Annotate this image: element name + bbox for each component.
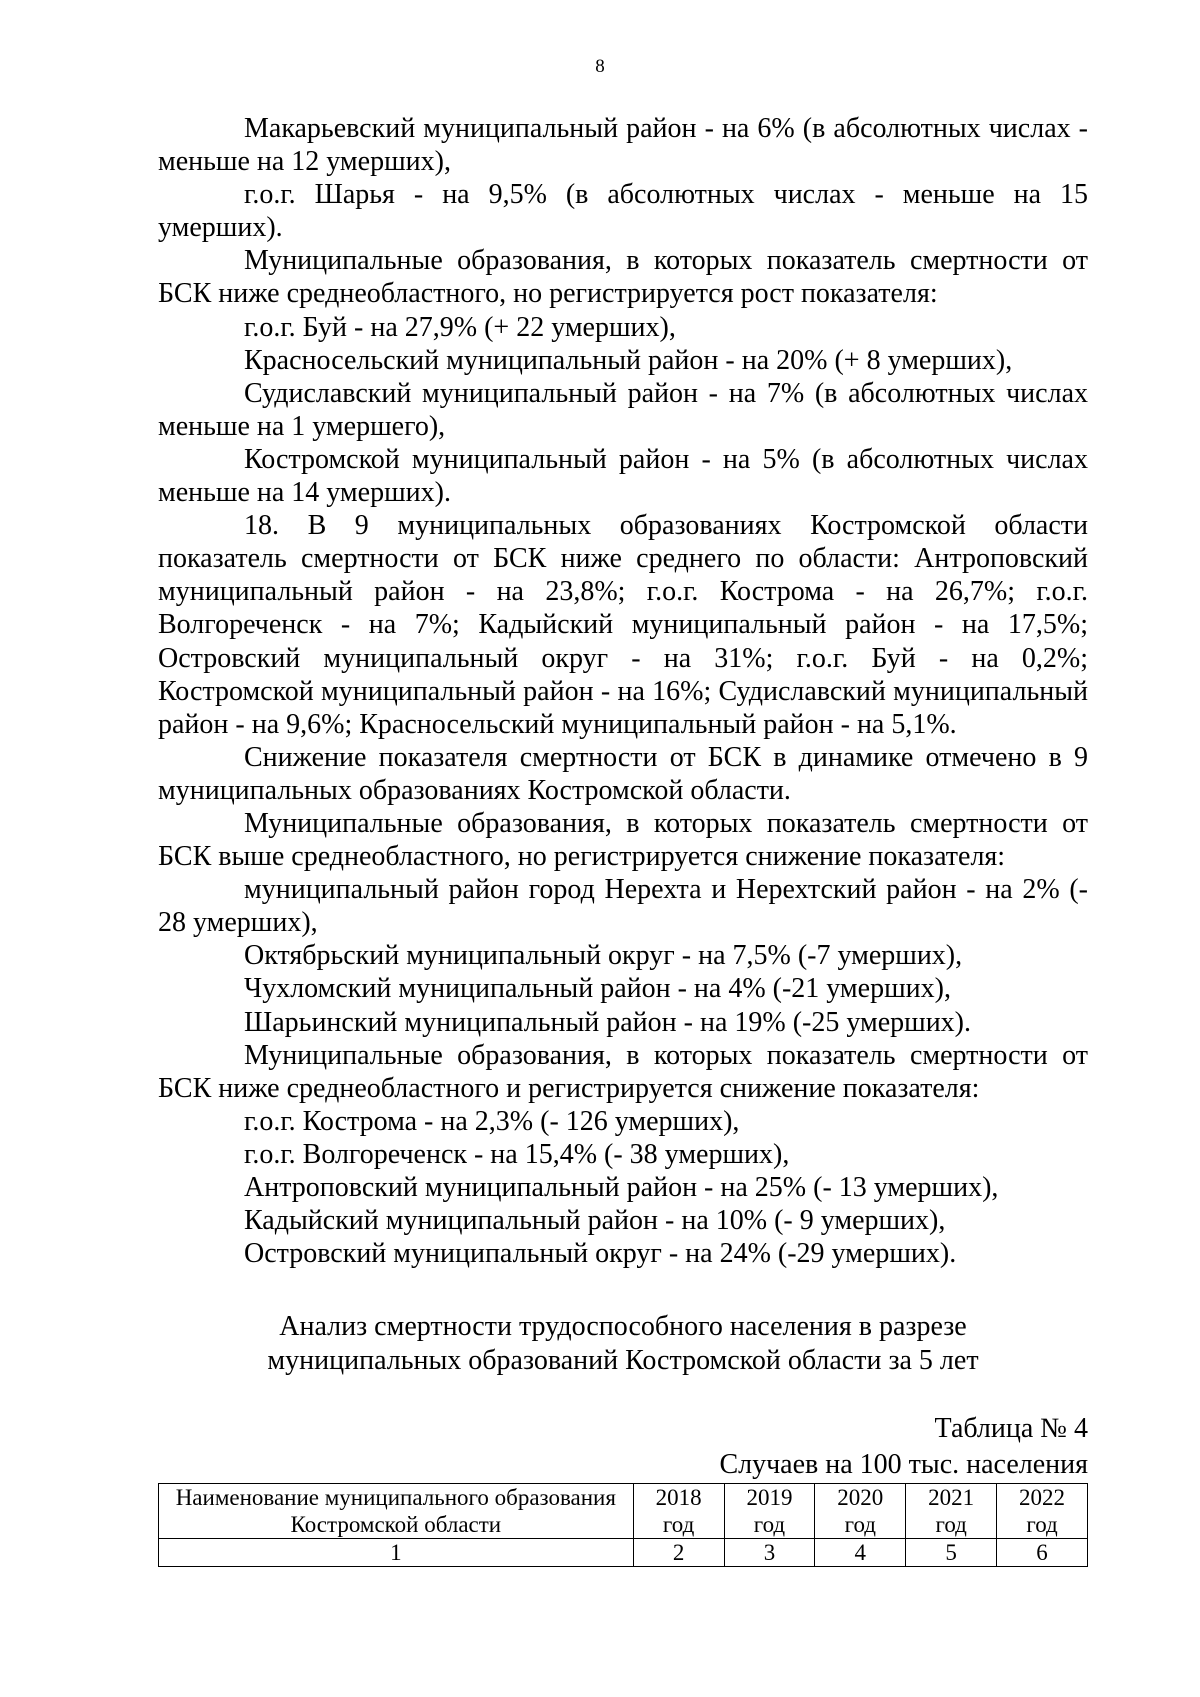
column-number-cell: 3 xyxy=(724,1539,815,1567)
header-year-unit: год xyxy=(1026,1512,1058,1537)
paragraph: г.о.г. Кострома - на 2,3% (- 126 умерших), xyxy=(244,1105,740,1137)
header-name-line: Наименование муниципального образования xyxy=(175,1485,616,1510)
column-number-cell: 1 xyxy=(159,1539,634,1567)
table-row-column-numbers xyxy=(159,1539,1088,1567)
table-label: Таблица № 4 xyxy=(934,1413,1088,1444)
header-year-cell xyxy=(633,1484,724,1539)
data-table xyxy=(158,1483,1088,1567)
header-year-unit: год xyxy=(753,1512,786,1537)
column-number-cell: 2 xyxy=(633,1539,724,1567)
table-units: Случаев на 100 тыс. населения xyxy=(719,1449,1088,1480)
header-year-cell xyxy=(815,1484,906,1539)
section-heading-line: Анализ смертности трудоспособного населения в разрезе xyxy=(279,1311,967,1342)
paragraph: Муниципальные образования, в которых показатель смертности от БСК ниже среднеобластного и регистрируется снижение показателя: xyxy=(158,1039,1088,1104)
paragraph: Чухломский муниципальный район - на 4% (-21 умерших), xyxy=(244,973,951,1005)
paragraph: г.о.г. Шарья - на 9,5% (в абсолютных числах - меньше на 15 умерших). xyxy=(158,179,1088,244)
column-number-cell: 5 xyxy=(906,1539,997,1567)
header-name-cell xyxy=(159,1484,634,1539)
paragraph: Муниципальные образования, в которых показатель смертности от БСК выше среднеобластного, но регистрируется снижение показателя: xyxy=(158,807,1088,873)
page-number: 8 xyxy=(595,56,605,77)
header-year-unit: год xyxy=(844,1512,876,1537)
header-year: 2021 xyxy=(928,1485,975,1510)
header-year: 2019 xyxy=(746,1485,793,1510)
paragraph: г.о.г. Волгореченск - на 15,4% (- 38 умерших), xyxy=(244,1138,790,1170)
table-header-row xyxy=(159,1484,1088,1539)
paragraph: муниципальный район город Нерехта и Нерехтский район - на 2% (- 28 умерших), xyxy=(158,874,1088,939)
paragraph: Костромской муниципальный район - на 5% (в абсолютных числах меньше на 14 умерших). xyxy=(158,443,1088,509)
section-heading-line: муниципальных образований Костромской области за 5 лет xyxy=(267,1345,979,1376)
body-text xyxy=(158,112,1088,1270)
paragraph: 18. В 9 муниципальных образованиях Костромской области показатель смертности от БСК ниже среднего по области: Антроповский муниципальный район - на 23,8%; г.о.г. Кострома - на 26,7%; г.о.г. Волгореченск - на 7%; Кадыйский муниципальный район - на 17,5%; Островский муниципальный округ - на 31%; г.о.г. Буй - на 0,2%; Костромской муниципальный район - на 16%; Судиславский муниципальный район - на 9,6%; Красносельский муниципальный район - на 5,1%. xyxy=(158,510,1088,740)
column-number-cell: 4 xyxy=(815,1539,906,1567)
section-heading xyxy=(158,1310,1088,1378)
paragraph: Шарьинский муниципальный район - на 19% (-25 умерших). xyxy=(244,1006,972,1038)
paragraph: Муниципальные образования, в которых показатель смертности от БСК ниже среднеобластного, но регистрируется рост показателя: xyxy=(158,245,1088,310)
paragraph: Антроповский муниципальный район - на 25% (- 13 умерших), xyxy=(244,1172,999,1203)
header-year-cell xyxy=(724,1484,815,1539)
paragraph: Судиславский муниципальный район - на 7% (в абсолютных числах меньше на 1 умершего), xyxy=(158,377,1088,442)
paragraph: Октябрьский муниципальный округ - на 7,5% (-7 умерших), xyxy=(244,940,963,972)
header-year: 2022 xyxy=(1019,1485,1066,1510)
paragraph: Макарьевский муниципальный район - на 6% (в абсолютных числах - меньше на 12 умерших), xyxy=(158,113,1088,178)
header-year: 2018 xyxy=(655,1485,702,1510)
paragraph: Красносельский муниципальный район - на 20% (+ 8 умерших), xyxy=(244,344,1013,376)
column-number-cell: 6 xyxy=(997,1539,1088,1567)
paragraph: Снижение показателя смертности от БСК в динамике отмечено в 9 муниципальных образованиях Костромской области. xyxy=(158,741,1088,806)
header-year-cell xyxy=(997,1484,1088,1539)
paragraph: Островский муниципальный округ - на 24% (-29 умерших). xyxy=(244,1238,957,1270)
header-name-line: Костромской области xyxy=(290,1512,502,1537)
paragraph: Кадыйский муниципальный район - на 10% (- 9 умерших), xyxy=(244,1205,946,1237)
paragraph: г.о.г. Буй - на 27,9% (+ 22 умерших), xyxy=(244,311,676,343)
header-year-unit: год xyxy=(935,1512,967,1537)
header-year: 2020 xyxy=(837,1485,884,1510)
header-year-unit: год xyxy=(662,1512,695,1537)
header-year-cell xyxy=(906,1484,997,1539)
